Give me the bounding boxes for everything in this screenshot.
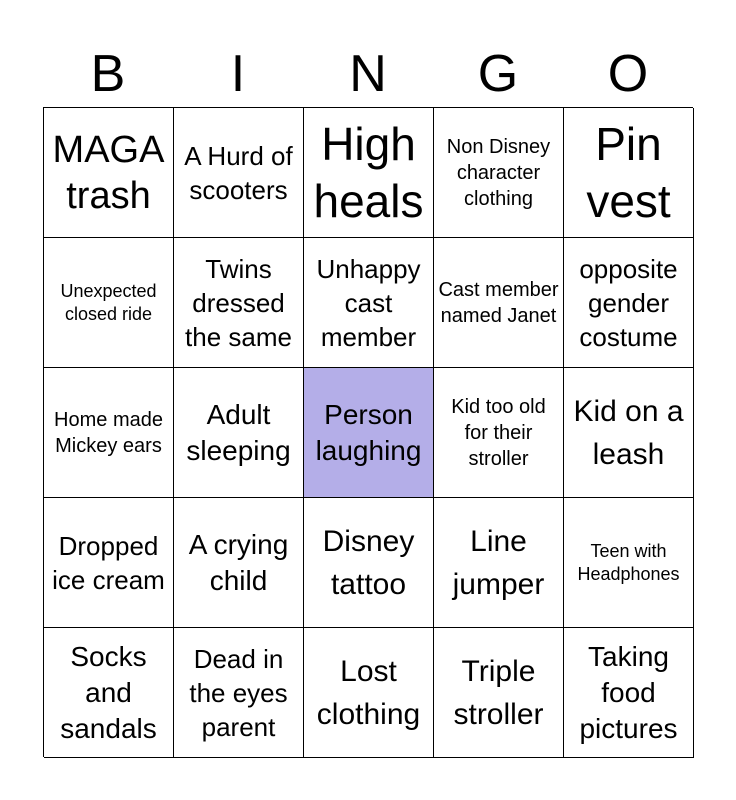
cell-label: Cast member named Janet — [438, 278, 559, 327]
bingo-cell[interactable] — [564, 368, 694, 498]
cell-label: Teen with Headphones — [577, 540, 680, 584]
free-space-cell[interactable] — [304, 368, 434, 498]
bingo-cell[interactable] — [434, 498, 564, 628]
bingo-cell[interactable] — [174, 628, 304, 758]
cell-label: Kid on a leash — [573, 394, 684, 471]
cell-label: Pin vest — [586, 117, 671, 227]
bingo-cell[interactable] — [434, 628, 564, 758]
cell-label: MAGA trash — [52, 128, 165, 217]
cell-label: Kid too old for their stroller — [451, 395, 546, 470]
cell-label: Unhappy cast member — [316, 253, 421, 352]
bingo-cell[interactable] — [304, 108, 434, 238]
cell-label: Lost clothing — [316, 654, 421, 731]
bingo-cell[interactable] — [174, 108, 304, 238]
bingo-header — [43, 40, 693, 108]
bingo-cell[interactable] — [44, 628, 174, 758]
bingo-cell[interactable] — [564, 498, 694, 628]
cell-label: Taking food pictures — [579, 640, 678, 744]
bingo-cell[interactable] — [564, 238, 694, 368]
header-letter-b: B — [90, 45, 126, 103]
bingo-cell[interactable] — [174, 238, 304, 368]
bingo-board — [43, 107, 693, 757]
cell-label: A crying child — [188, 528, 289, 596]
bingo-cell[interactable] — [44, 238, 174, 368]
header-letter-i: I — [230, 45, 246, 103]
cell-label: Non Disney character clothing — [446, 135, 551, 210]
bingo-cell[interactable] — [434, 108, 564, 238]
cell-label: A Hurd of scooters — [184, 140, 293, 205]
cell-label: Home made Mickey ears — [54, 408, 163, 457]
bingo-cell[interactable] — [434, 238, 564, 368]
bingo-cell[interactable] — [174, 498, 304, 628]
bingo-cell[interactable] — [304, 238, 434, 368]
cell-label: Twins dressed the same — [185, 253, 292, 352]
cell-label: Triple stroller — [453, 654, 544, 731]
bingo-cell[interactable] — [44, 368, 174, 498]
cell-label: High heals — [313, 117, 424, 227]
cell-label: Disney tattoo — [322, 524, 415, 601]
bingo-cell[interactable] — [434, 368, 564, 498]
cell-label: Dropped ice cream — [52, 530, 165, 595]
cell-label: Line jumper — [452, 524, 545, 601]
bingo-cell[interactable] — [44, 498, 174, 628]
header-letter-g: G — [477, 45, 519, 103]
cell-label: Person laughing — [315, 398, 422, 466]
cell-label: opposite gender costume — [579, 253, 678, 352]
cell-label: Unexpected closed ride — [60, 280, 157, 324]
bingo-cell[interactable] — [564, 628, 694, 758]
bingo-cell[interactable] — [304, 628, 434, 758]
header-letter-n: N — [349, 45, 387, 103]
cell-label: Adult sleeping — [186, 398, 291, 466]
bingo-cell[interactable] — [174, 368, 304, 498]
cell-label: Dead in the eyes parent — [189, 643, 288, 742]
bingo-cell[interactable] — [564, 108, 694, 238]
header-letter-o: O — [607, 45, 649, 103]
bingo-cell[interactable] — [304, 498, 434, 628]
bingo-cell[interactable] — [44, 108, 174, 238]
cell-label: Socks and sandals — [60, 640, 157, 744]
